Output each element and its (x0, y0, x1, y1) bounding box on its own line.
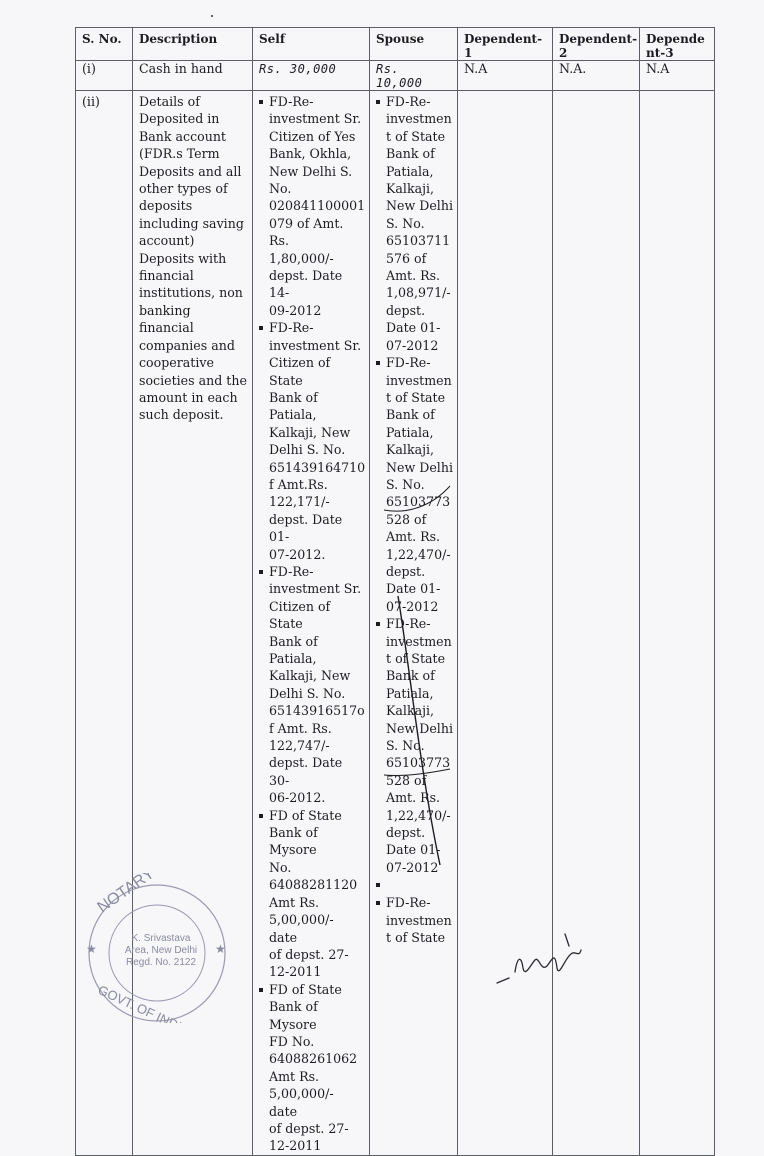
notary-stamp (72, 873, 242, 1023)
stamp-name: K. Srivastava (131, 933, 191, 944)
self-deposit-item: FD-Re- investment Sr. Citizen of State Bank of Patiala, Kalkaji, New Delhi S. No. 65143916517o f Amt. Rs. 122,747/- depst. Date 30- 06-2012. (259, 563, 365, 807)
header-row (76, 28, 715, 61)
cash-spouse-handwritten: Rs. 10,000 (370, 61, 458, 91)
header-description: Description (133, 28, 253, 61)
svg-text:NOTARY: NOTARY (94, 873, 158, 917)
table-row-cash (76, 61, 715, 91)
cash-description: Cash in hand (133, 61, 253, 91)
cash-dep2: N.A. (553, 61, 640, 91)
spouse-deposit-item: FD-Re- investmen t of State (376, 894, 453, 946)
stamp-regd: Regd. No. 2122 (125, 957, 197, 968)
deposits-dep3 (640, 91, 715, 1156)
cash-dep1: N.A (458, 61, 553, 91)
underline-mark (380, 480, 460, 520)
svg-text:GOVT. OF INDIA: GOVT. OF INDIA (95, 982, 192, 1023)
strike-through-mark (380, 590, 450, 880)
deposits-sno: (ii) (76, 91, 133, 1156)
signature (495, 928, 605, 988)
cash-self-handwritten: Rs. 30,000 (253, 61, 370, 91)
self-deposit-item: FD of State Bank of Mysore No. 64088281120 Amt Rs. 5,00,000/- date of depst. 27- 12-2011 (259, 807, 365, 981)
deposits-self (253, 91, 370, 1156)
speck (211, 15, 213, 17)
svg-text:★: ★ (215, 942, 226, 956)
self-deposit-item: FD of State Bank of Mysore FD No. 64088261062 Amt Rs. 5,00,000/- date of depst. 27- 12-2011 (259, 981, 365, 1155)
header-spouse: Spouse (370, 28, 458, 61)
spouse-deposit-item: FD-Re- investmen t of State Bank of Patiala, Kalkaji, New Delhi S. No. 65103711 576 of Amt. Rs. 1,08,971/- depst. Date 01- 07-2012 (376, 93, 453, 354)
spouse-deposit-item: FD-Re- investmen t of State Bank of Patiala, Kalkaji, New Delhi S. No. 65103773 528 of Amt. Rs. 1,22,470/- depst. Date 01- 07-2012 (376, 354, 453, 615)
svg-text:★: ★ (86, 942, 97, 956)
deposits-dep2 (553, 91, 640, 1156)
deposits-description: Details of Deposited in Bank account (FDR.s Term Deposits and all other types of deposits including saving account) Deposits with financial institutions, non banking financial companies and cooperative societies and the amount in each such deposit. (133, 91, 253, 1156)
header-dependent-3: Depende nt-3 (640, 28, 715, 61)
stamp-area: Area, New Delhi (124, 945, 198, 956)
header-dependent-2: Dependent- 2 (553, 28, 640, 61)
deposits-dep1 (458, 91, 553, 1156)
header-dependent-1: Dependent- 1 (458, 28, 553, 61)
header-self: Self (253, 28, 370, 61)
underline-mark (380, 755, 460, 795)
spouse-deposit-item-struck: FD-Re- investmen t of State Bank of Patiala, Kalkaji, New Delhi S. No. 65103773 528 of Amt. Rs. 1,22,470/- depst. Date 01- 07-2012 (376, 615, 453, 876)
header-sno: S. No. (76, 28, 133, 61)
stamp-inner-text (106, 933, 216, 969)
self-deposit-item: FD-Re- investment Sr. Citizen of State Bank of Patiala, Kalkaji, New Delhi S. No. 651439164710 f Amt.Rs. 122,171/- depst. Date 01- 07-2012. (259, 319, 365, 563)
cash-dep3: N.A (640, 61, 715, 91)
self-deposit-item: FD-Re- investment Sr. Citizen of Yes Bank, Okhla, New Delhi S. No. 020841100001 079 of Amt. Rs. 1,80,000/- depst. Date 14- 09-2012 (259, 93, 365, 319)
cash-sno: (i) (76, 61, 133, 91)
